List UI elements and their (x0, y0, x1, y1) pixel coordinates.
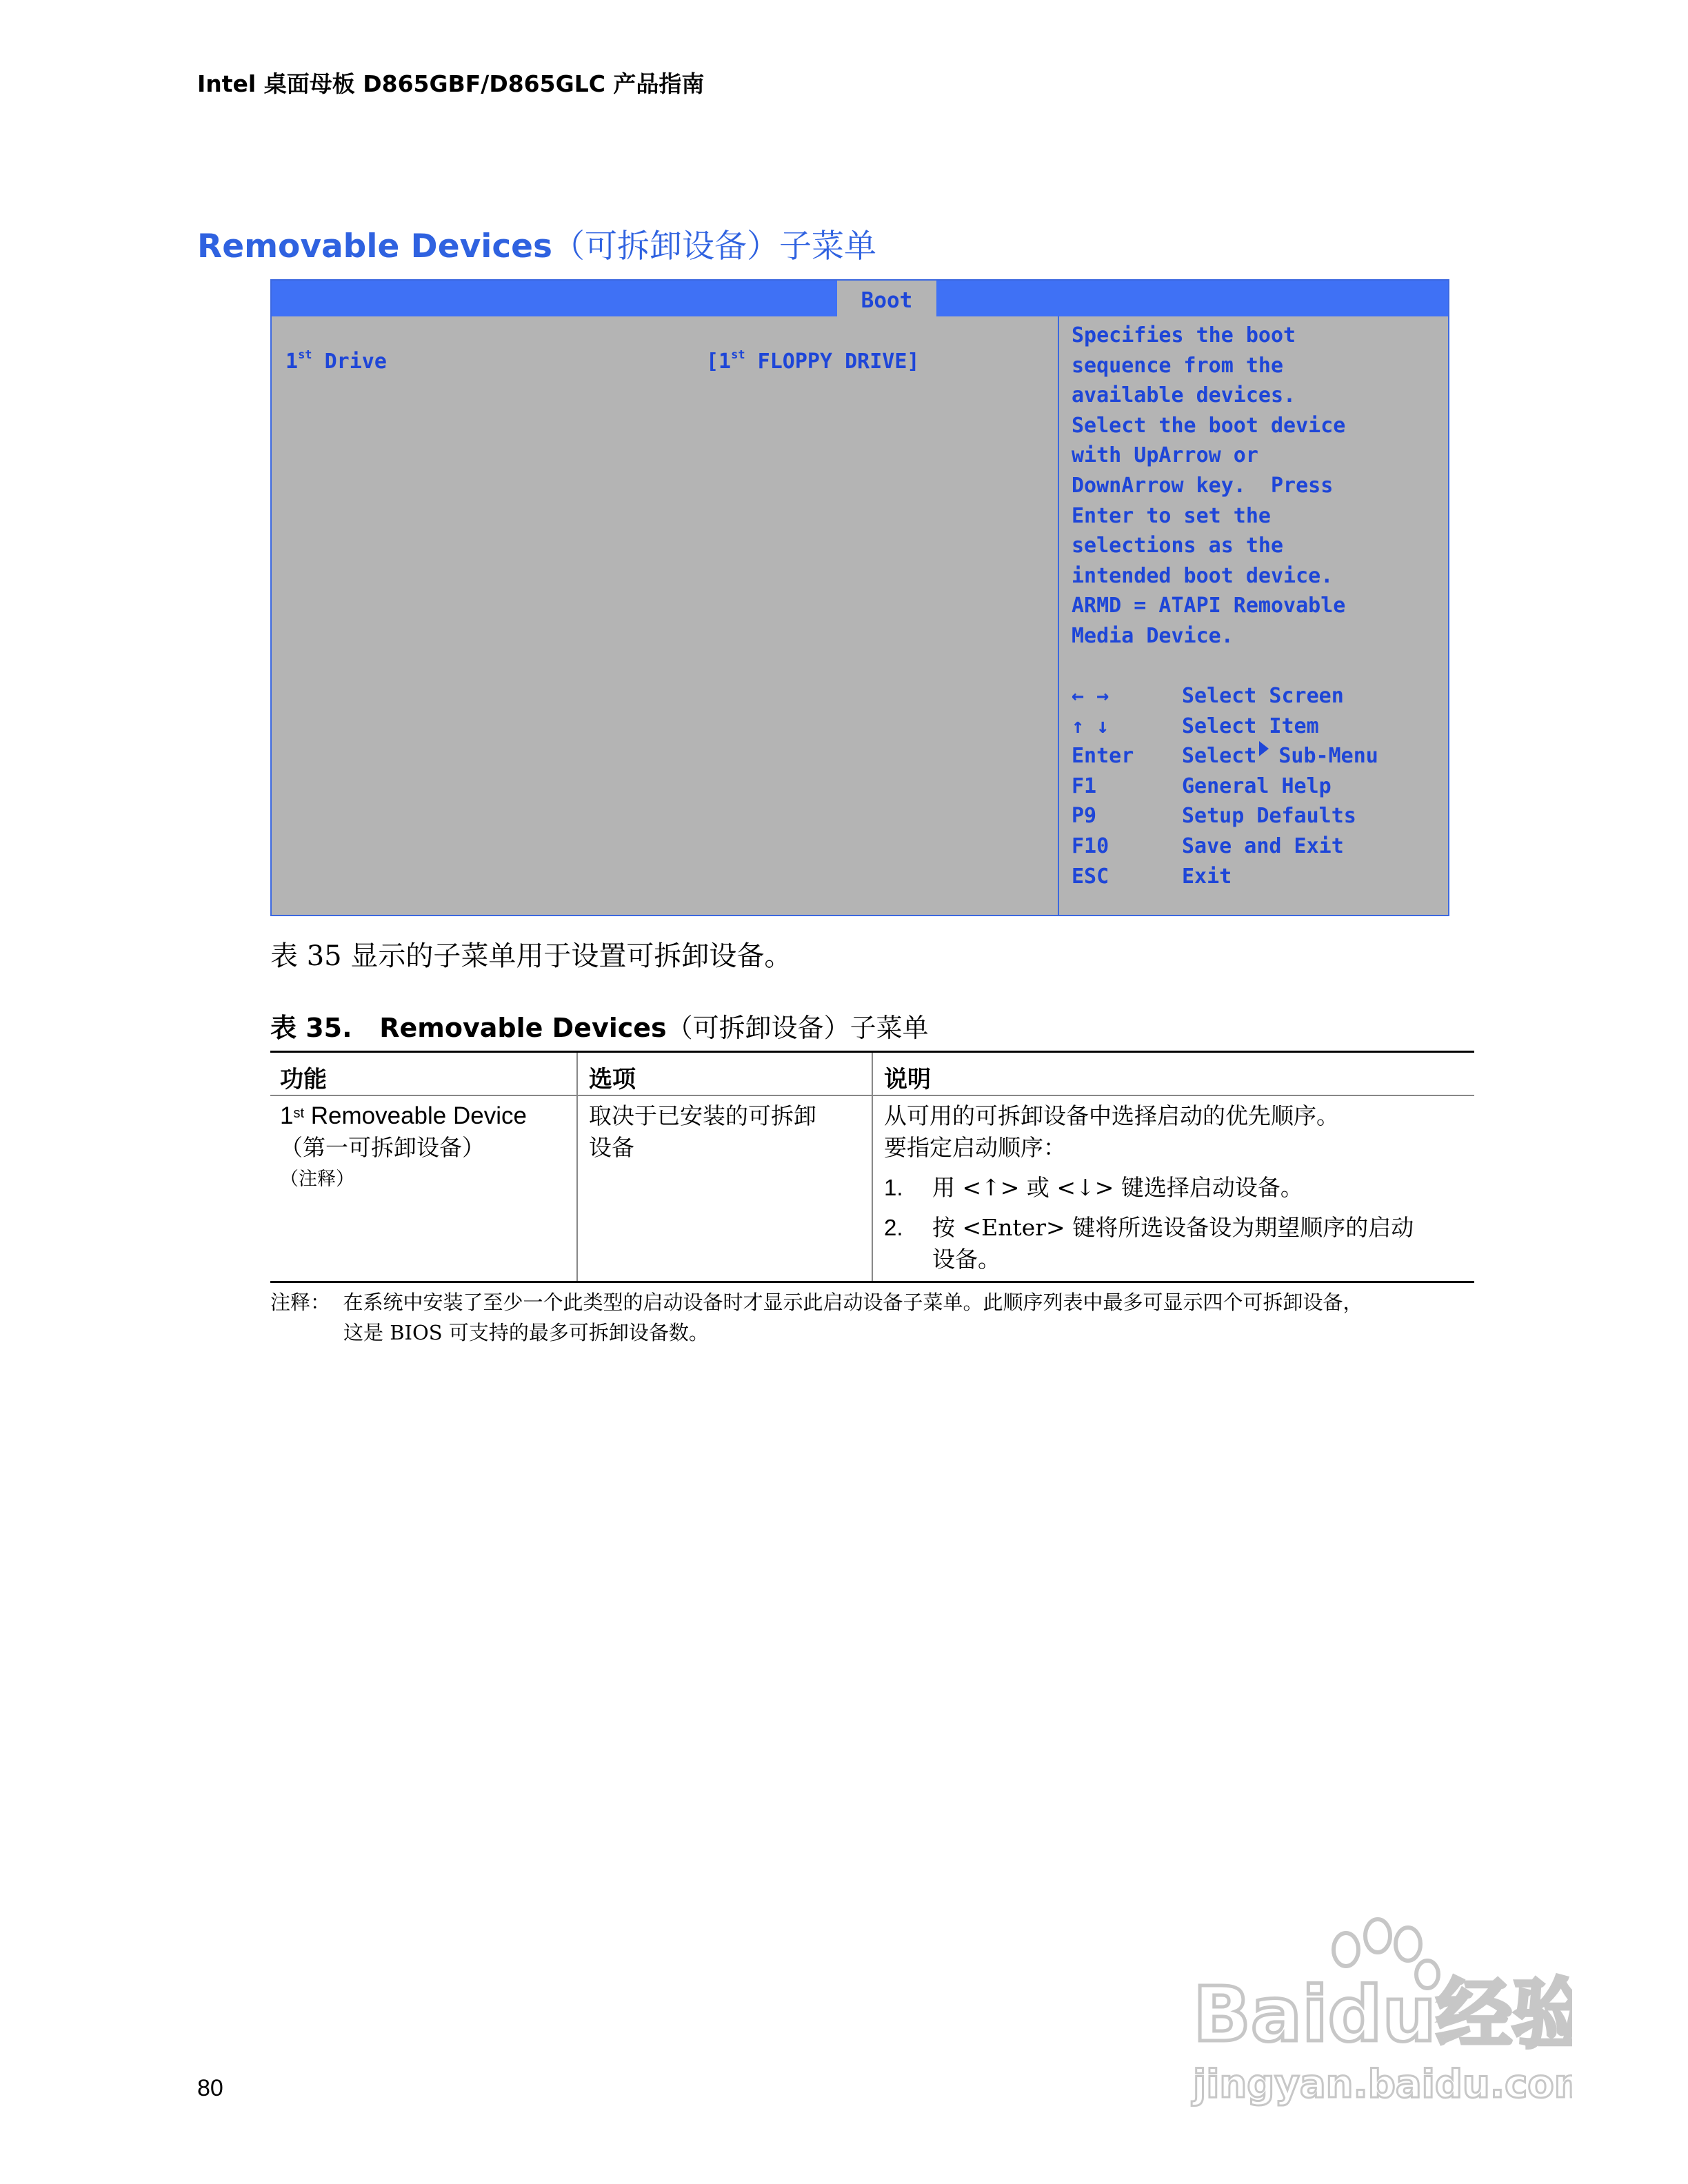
table-title (270, 1007, 929, 1044)
description-line: 从可用的可拆卸设备中选择启动的优先顺序。 (884, 1102, 1339, 1129)
bios-tab-boot[interactable]: Boot (837, 281, 936, 318)
feature-note: （注释） (280, 1169, 354, 1190)
key-action: Save and Exit (1182, 833, 1344, 858)
baidu-paw-logo-icon (1186, 1917, 1572, 2110)
bios-divider (1058, 316, 1059, 916)
key-action: Select Item (1182, 714, 1319, 738)
bios-screen (270, 279, 1449, 916)
key-action: General Help (1182, 774, 1332, 798)
header-feature: 功能 (280, 1066, 327, 1093)
key-name: Enter (1072, 744, 1134, 769)
watermark-url: jingyan.baidu.com (1193, 2062, 1572, 2107)
footnote-line: 这是 BIOS 可支持的最多可拆卸设备数。 (343, 1321, 709, 1344)
step-item (884, 1212, 1470, 1275)
feature-sup: st (293, 1106, 305, 1121)
key-row (1072, 862, 1378, 892)
column-divider (576, 1053, 578, 1281)
key-action-before: Select (1182, 744, 1257, 769)
description-cell (884, 1100, 1470, 1275)
item-label-rest: Drive (312, 350, 387, 374)
header-description: 说明 (884, 1066, 931, 1093)
section-title-en: Removable Devices (197, 228, 553, 265)
step-text: 用 <↑> 或 <↓> 键选择启动设备。 (932, 1174, 1303, 1201)
header-option: 选项 (589, 1066, 636, 1093)
column-divider (872, 1053, 873, 1281)
step-text: 按 <Enter> 键将所选设备设为期望顺序的启动 设备。 (932, 1214, 1414, 1273)
step-number: 2. (884, 1215, 903, 1240)
key-name: F1 (1072, 774, 1097, 798)
item-label-sup: st (298, 348, 312, 362)
feature-cn: （第一可拆卸设备） (280, 1134, 485, 1161)
page-number: 80 (197, 2075, 223, 2101)
key-action: Setup Defaults (1182, 804, 1356, 829)
feature-rest: Removeable Device (304, 1102, 527, 1129)
baidu-watermark (1186, 1917, 1572, 2110)
key-row (1072, 831, 1378, 862)
key-action: Exit (1182, 864, 1232, 889)
feature-prefix: 1 (280, 1102, 294, 1129)
key-action: Select Screen (1182, 684, 1344, 708)
table-title-num: 表 35. (270, 1013, 352, 1043)
bios-item-1st-drive[interactable] (285, 350, 387, 374)
item-value-sup: st (731, 348, 745, 362)
key-row (1072, 711, 1378, 742)
key-name: ESC (1072, 864, 1109, 889)
feature-cell (280, 1100, 570, 1195)
item-value-rest: FLOPPY DRIVE] (745, 350, 920, 374)
watermark-brand: Baidu经验 (1193, 1970, 1572, 2059)
running-header: Intel 桌面母板 D865GBF/D865GLC 产品指南 (197, 70, 705, 97)
bios-help-text: Specifies the boot sequence from the available devices. Select the boot device with UpArrow or DownArrow key. Press Enter to set the selections as the intended boot device. ARMD = ATAPI Removable Media Device. (1072, 323, 1346, 648)
section-title (197, 221, 876, 267)
key-name: P9 (1072, 804, 1097, 829)
footnote-label: 注释： (270, 1291, 331, 1314)
description-line: 要指定启动顺序： (884, 1134, 1066, 1161)
option-cell: 取决于已安装的可拆卸 设备 (589, 1102, 816, 1161)
key-row (1072, 741, 1378, 771)
caption: 表 35 显示的子菜单用于设置可拆卸设备。 (270, 940, 792, 972)
key-name: F10 (1072, 833, 1109, 858)
submenu-triangle-icon (1259, 741, 1269, 756)
key-name: ← → (1072, 684, 1109, 708)
key-row (1072, 801, 1378, 831)
key-row (1072, 681, 1378, 711)
bios-item-value[interactable] (706, 350, 919, 374)
footnote (270, 1287, 1363, 1348)
table-title-en: Removable Devices (379, 1013, 667, 1043)
bios-key-legend (1072, 681, 1378, 891)
item-label-prefix: 1 (285, 350, 299, 374)
step-item (884, 1172, 1470, 1204)
key-name: ↑ ↓ (1072, 714, 1109, 738)
table-title-cn: （可拆卸设备）子菜单 (666, 1013, 929, 1043)
section-title-cn: （可拆卸设备）子菜单 (552, 228, 877, 265)
feature-name (280, 1100, 570, 1132)
step-number: 1. (884, 1175, 903, 1200)
table-bottom-rule (270, 1281, 1474, 1283)
key-row (1072, 771, 1378, 802)
item-value-prefix: [1 (706, 350, 732, 374)
key-action-after: Sub-Menu (1278, 744, 1378, 769)
footnote-line: 在系统中安装了至少一个此类型的启动设备时才显示此启动设备子菜单。此顺序列表中最多可显示四个可拆卸设备， (343, 1291, 1363, 1314)
